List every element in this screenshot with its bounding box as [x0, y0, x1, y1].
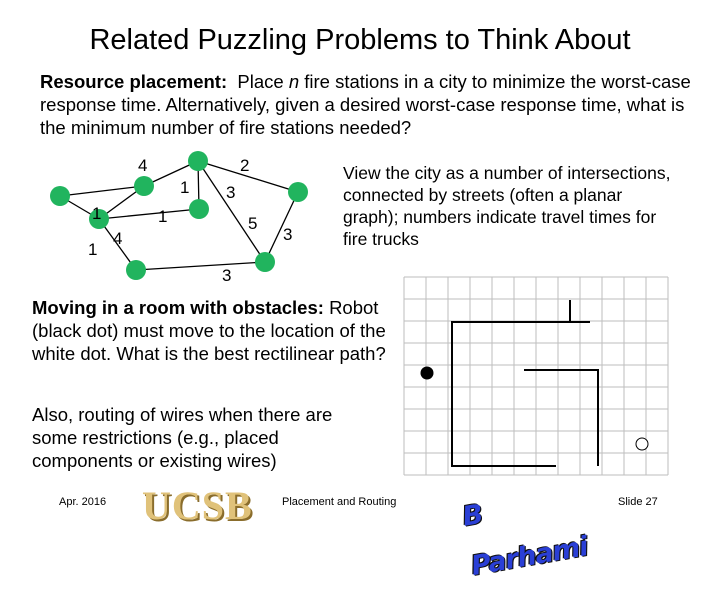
slide-title: Related Puzzling Problems to Think About [89, 24, 631, 56]
intersection-node [189, 199, 209, 219]
robot-black-dot [421, 367, 434, 380]
footer-date: Apr. 2016 [59, 496, 107, 508]
edge-label: 3 [222, 266, 232, 285]
target-white-dot [636, 438, 648, 450]
footer-topic: Placement and Routing [282, 496, 397, 508]
edge [136, 262, 265, 270]
edge-label: 4 [113, 229, 123, 248]
edge-label: 1 [92, 204, 102, 223]
slide-number: Slide 27 [618, 496, 658, 508]
edge-label: 2 [240, 156, 250, 175]
ucsb-logo [142, 481, 253, 531]
ucsb-logo-text: UCSB [142, 483, 253, 528]
moving-text: Robot (black dot) must move to the location of the white dot. What is the best rectilinear path? [32, 297, 386, 364]
intersection-node [255, 252, 275, 272]
edge [99, 209, 199, 219]
routing-paragraph: Also, routing of wires when there are some restrictions (e.g., placed components or existing wires) [32, 404, 333, 471]
resource-text-a: Place [237, 71, 289, 92]
room-grid [404, 277, 668, 475]
edge-label: 5 [248, 214, 258, 233]
intersection-node [126, 260, 146, 280]
edge-label: 3 [283, 225, 293, 244]
resource-text-b: fire stations in a city to minimize the worst-case response time. Alternatively, given a desired worst-case response time, what is the minimum number of fire stations needed? [40, 71, 691, 138]
moving-heading: Moving in a room with obstacles: [32, 297, 324, 318]
resource-heading: Resource placement: [40, 71, 228, 92]
wall [524, 370, 598, 466]
edge-label: 1 [180, 178, 190, 197]
edge-label: 1 [88, 240, 98, 259]
intersection-node [188, 151, 208, 171]
signature-text: B Parhami [460, 498, 590, 583]
intersection-node [50, 186, 70, 206]
resource-n: n [288, 71, 300, 92]
edge-label: 1 [158, 207, 168, 226]
wall [452, 322, 590, 466]
intersection-node [134, 176, 154, 196]
edge [265, 192, 298, 262]
edge-label: 3 [226, 183, 236, 202]
intersection-node [288, 182, 308, 202]
edge-label: 4 [138, 156, 148, 175]
obstacle-walls [452, 300, 598, 466]
city-description: View the city as a number of intersections, connected by streets (often a planar graph); numbers indicate travel times for fire trucks [343, 163, 671, 249]
